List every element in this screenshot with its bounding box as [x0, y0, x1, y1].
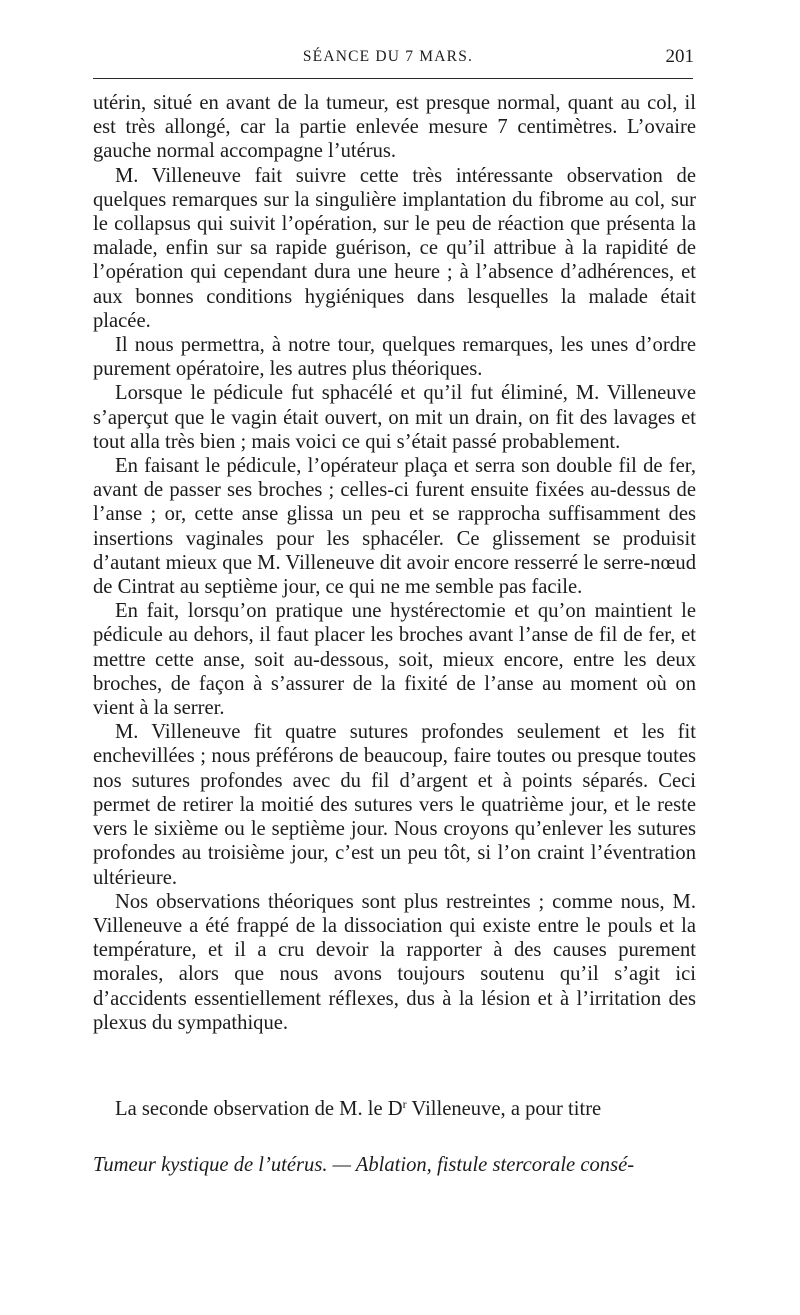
- paragraph-continued: utérin, situé en avant de la tumeur, est presque normal, quant au col, il est très allongé, car la partie enlevée mesure 7 centimètres. L’ovaire gauche normal accompagne l’utérus.: [93, 92, 696, 163]
- paragraph: Lorsque le pédicule fut sphacélé et qu’il fut éliminé, M. Villeneuve s’aperçut que le vagin était ouvert, on mit un drain, on fit des lavages et tout alla très bien ; mais voici ce qui s’était passé probablement.: [93, 382, 696, 453]
- body-text: [93, 91, 696, 1035]
- doctor-superscript: r: [402, 1097, 407, 1111]
- paragraph: M. Villeneuve fit quatre sutures profondes seulement et les fit enchevillées ; nous préférons de beaucoup, faire toutes ou presque toutes nos sutures profondes avec du fil d’argent et à points séparés. Ceci permet de retirer la moitié des sutures vers le quatrième jour, et le reste vers le sixième ou le septième jour. Nous croyons qu’enlever les sutures profondes au troisième jour, c’est un peu tôt, si l’on craint l’éventration ultérieure.: [93, 721, 696, 889]
- paragraph: M. Villeneuve fait suivre cette très intéressante observation de quelques remarques sur la singulière implantation du fibrome au col, sur le collapsus qui suivit l’opération, sur le peu de réaction que présenta la malade, enfin sur sa rapide guérison, ce qu’il attribue à la rapidité de l’opération qui cependant dura une heure ; à l’absence d’adhérences, et aux bonnes conditions hygiéniques dans lesquelles la malade était placée.: [93, 164, 696, 332]
- closing-line-start: La seconde observation de M. le D: [115, 1098, 403, 1120]
- header-rule: [93, 78, 693, 79]
- closing-line-end: Villeneuve, a pour titre: [406, 1098, 602, 1120]
- paragraph: Nos observations théoriques sont plus restreintes ; comme nous, M. Villeneuve a été frappé de la dissociation qui existe entre le pouls et la température, et il a cru devoir la rapporter à des causes purement morales, alors que nous avons toujours soutenu qu’il s’agit ici d’accidents essentiellement réflexes, dus à la lésion et à l’irritation des plexus du sympathique.: [93, 890, 696, 1034]
- observation-title: Tumeur kystique de l’utérus. — Ablation, fistule stercorale consé-: [93, 1154, 635, 1176]
- paragraph: En fait, lorsqu’on pratique une hystérectomie et qu’on maintient le pédicule au dehors, il faut placer les broches avant l’anse de fil de fer, et mettre cette anse, soit au-dessous, soit, mieux encore, entre les deux broches, de façon à s’assurer de la fixité de l’anse au moment où on vient à la serrer.: [93, 600, 696, 720]
- page-number: 201: [665, 46, 694, 67]
- running-title: SÉANCE DU 7 MARS.: [302, 48, 474, 65]
- paragraph: Il nous permettra, à notre tour, quelques remarques, les unes d’ordre purement opératoire, les autres plus théoriques.: [93, 334, 696, 381]
- running-head: [92, 46, 694, 74]
- closing-line: [93, 1097, 696, 1121]
- paragraph: En faisant le pédicule, l’opérateur plaça et serra son double fil de fer, avant de passer ses broches ; celles-ci furent ensuite fixées au-dessus de l’anse ; or, cette anse glissa un peu et se rapprocha suffisamment des insertions vaginales pour les sphacéler. Ce glissement se produisit d’autant mieux que M. Villeneuve dit avoir encore resserré le serre-nœud de Cintrat au septième jour, ce qui ne me semble pas facile.: [93, 455, 696, 599]
